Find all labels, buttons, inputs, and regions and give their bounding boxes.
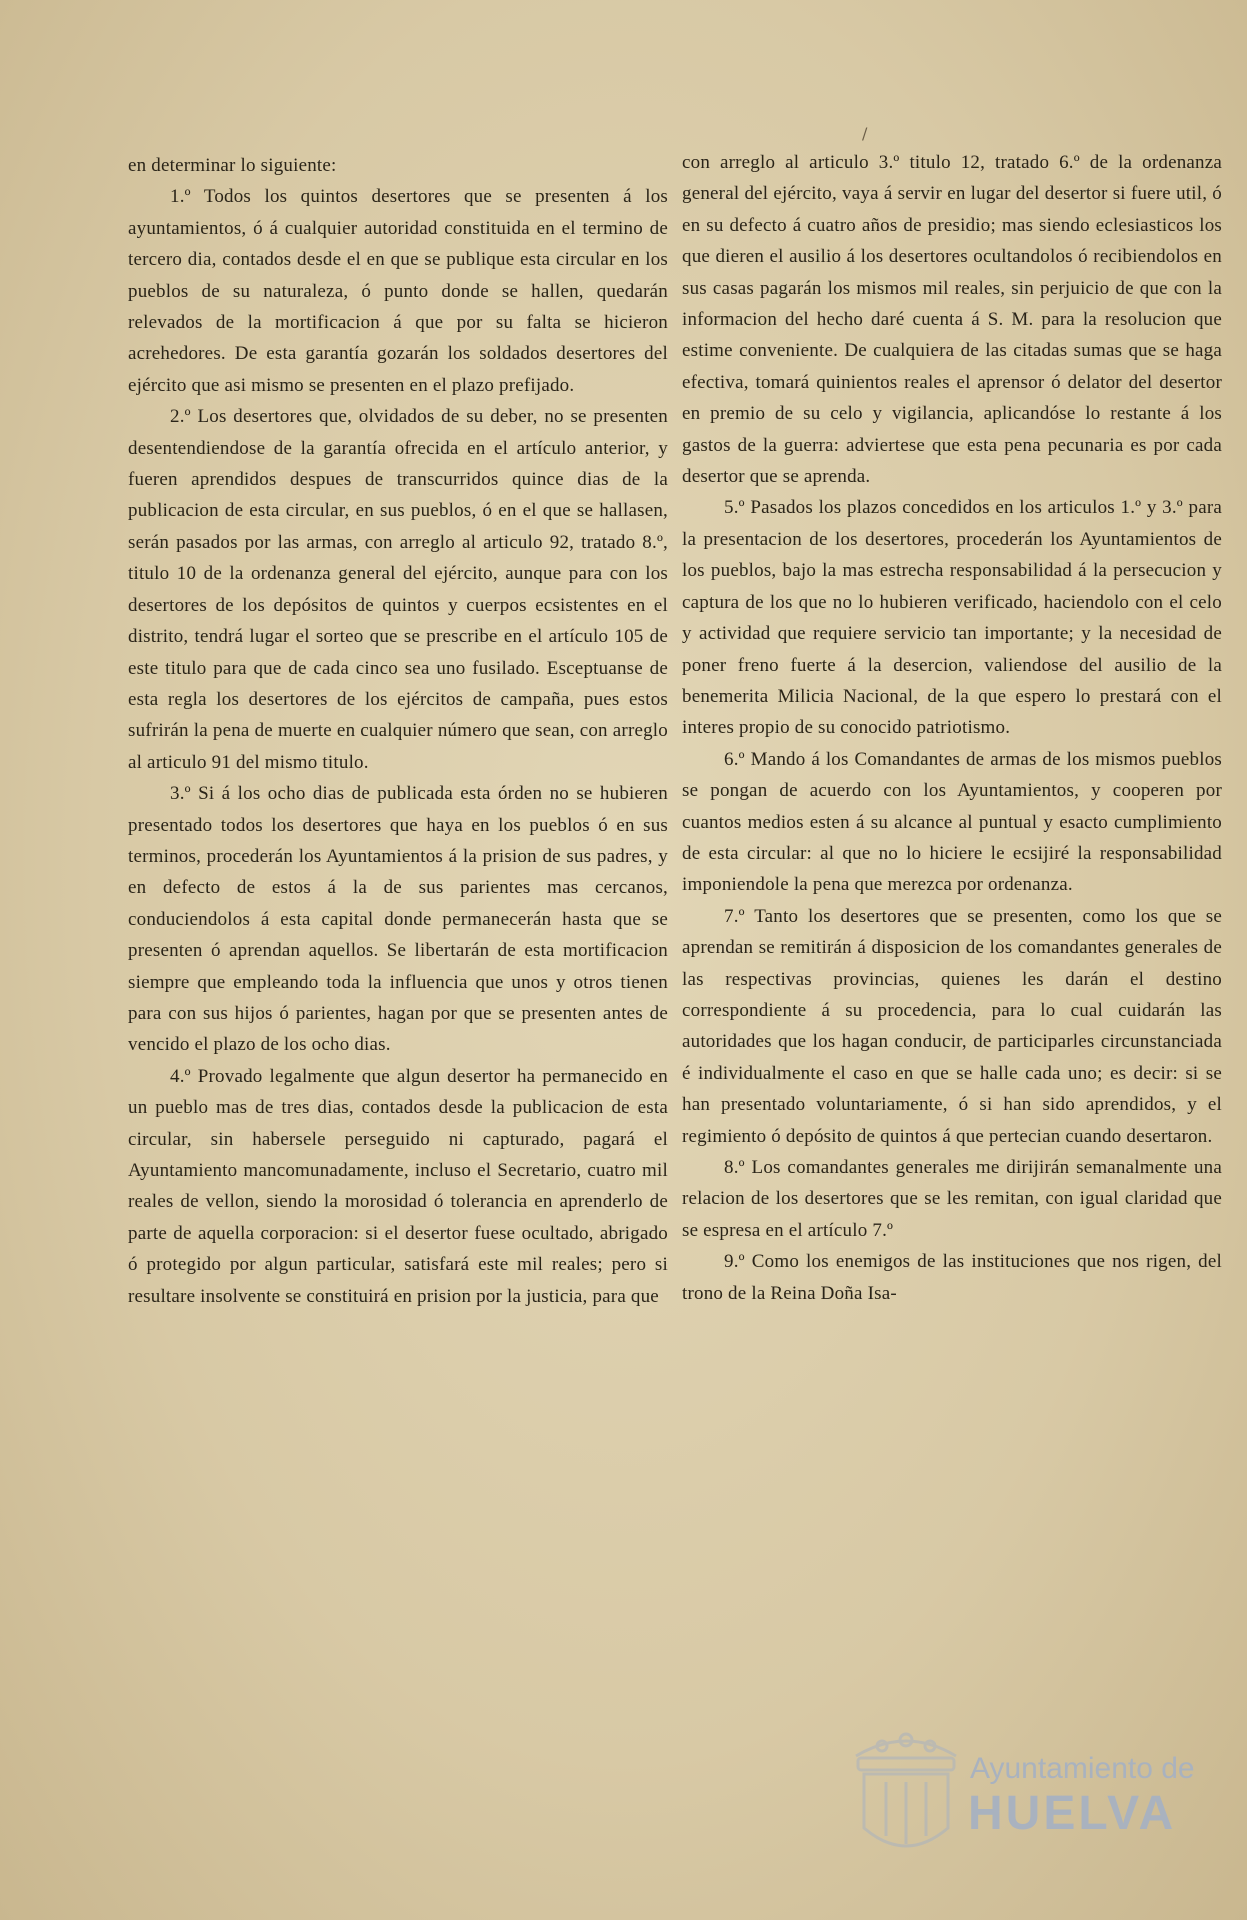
left-column [128, 150, 668, 1312]
paragraph-article-4: 4.º Provado legalmente que algun desertor ha permanecido en un pueblo mas de tres dias, contados desde la publicacion de esta circular, sin habersele perseguido ni capturado, pagará el Ayuntamiento mancomunadamente, incluso el Secretario, cuatro mil reales de vellon, siendo la morosidad ó tolerancia en aprenderlo de parte de aquella corporacion: si el desertor fuese ocultado, abrigado ó protegido por algun particular, satisfará este mil reales; pero si resultare insolvente se constituirá en prision por la justicia, para que [128, 1065, 668, 1307]
paragraph-intro: en determinar lo siguiente: [128, 155, 337, 176]
paragraph-article-9: 9.º Como los enemigos de las instituciones que nos rigen, del trono de la Reina Doña Isa- [682, 1251, 1222, 1304]
watermark-line-1: Ayuntamiento de [970, 1752, 1195, 1785]
paragraph-article-2: 2.º Los desertores que, olvidados de su deber, no se presenten desentendiendose de la garantía ofrecida en el artículo anterior, y fueren aprendidos despues de transcurridos quince dias de la publicacion de esta circular, en sus pueblos, ó en el que se hallasen, serán pasados por las armas, con arreglo al articulo 92, tratado 8.º, titulo 10 de la ordenanza general del ejército, aunque para con los desertores de los depósitos de quintos y cuerpos ecsistentes en el distrito, tendrá lugar el sorteo que se prescribe en el artículo 105 de este titulo para que de cada cinco sea uno fusilado. Esceptuanse de esta regla los desertores de los ejércitos de campaña, pues estos sufrirán la pena de muerte en cualquier número que sean, con arreglo al articulo 91 del mismo titulo. [128, 406, 668, 773]
paragraph-article-7: 7.º Tanto los desertores que se presenten, como los que se aprendan se remitirán á disposicion de los comandantes generales de las respectivas provincias, quienes les darán el destino correspondiente á su procedencia, para lo cual cuidarán las autoridades que los hagan conducir, de participarles circunstanciada é individualmente el caso en que se halle cada uno; es decir: si se han presentado voluntariamente, ó si han sido aprendidos, y el regimiento ó depósito de quintos á que pertecian cuando desertaron. [682, 905, 1222, 1147]
watermark-line-2: HUELVA [968, 1787, 1177, 1840]
paragraph-article-3: 3.º Si á los ocho dias de publicada esta órden no se hubieren presentado todos los desertores que haya en los pueblos ó en sus terminos, procederán los Ayuntamientos á la prision de sus padres, y en defecto de estos á la de sus parientes mas cercanos, conduciendolos á esta capital donde permanecerán hasta que se presenten ó aprendan aquellos. Se libertarán de esta mortificacion siempre que empleando toda la influencia que unos y otros tienen para con sus hijos ó parientes, hagan por que se presenten antes de vencido el plazo de los ocho dias. [128, 783, 668, 1056]
paragraph-continuation: con arreglo al articulo 3.º titulo 12, tratado 6.º de la ordenanza general del ejército, vaya á servir en lugar del desertor si fuere util, ó en su defecto á cuatro años de presidio; mas siendo eclesiasticos los que dieren el ausilio á los desertores ocultandolos ó recibiendolos en sus casas pagarán los mismos mil reales, sin perjuicio de que con la informacion del hecho daré cuenta á S. M. para la resolucion que estime conveniente. De cualquiera de las citadas sumas que se haga efectiva, tomará quinientos reales el aprensor ó delator del desertor en premio de su celo y vigilancia, aplicandóse lo restante á los gastos de la guerra: adviertese que esta pena pecunaria es por cada desertor que se aprenda. [682, 152, 1222, 488]
paragraph-article-1: 1.º Todos los quintos desertores que se presenten á los ayuntamientos, ó á cualquier autoridad constituida en el termino de tercero dia, contados desde el en que se publique esta circular en los pueblos de su naturaleza, ó punto donde se hallen, quedarán relevados de la mortificacion á que por su falta se hicieron acrehedores. De esta garantía gozarán los soldados desertores del ejército que asi mismo se presenten en el plazo prefijado. [128, 186, 668, 396]
paragraph-article-8: 8.º Los comandantes generales me dirijirán semanalmente una relacion de los desertores que se les remitan, con igual claridad que se espresa en el artículo 7.º [682, 1157, 1222, 1241]
paragraph-article-6: 6.º Mando á los Comandantes de armas de los mismos pueblos se pongan de acuerdo con los Ayuntamientos, y cooperen por cuantos medios esten á su alcance al puntual y esacto cumplimiento de esta circular: al que no lo hiciere le ecsijiré la responsabilidad imponiendole la pena que merezca por ordenanza. [682, 748, 1222, 896]
page-mark: / [862, 124, 868, 143]
paragraph-article-5: 5.º Pasados los plazos concedidos en los articulos 1.º y 3.º para la presentacion de los desertores, procederán los Ayuntamientos de los pueblos, bajo la mas estrecha responsabilidad á la persecucion y captura de los que no lo hubieren verificado, haciendolo con el celo y actividad que requiere servicio tan importante; y la necesidad de poner freno fuerte á la desercion, valiendose del ausilio de la benemerita Milicia Nacional, de la que espero lo prestará con el interes propio de su conocido patriotismo. [682, 497, 1222, 739]
right-column [682, 147, 1222, 1309]
